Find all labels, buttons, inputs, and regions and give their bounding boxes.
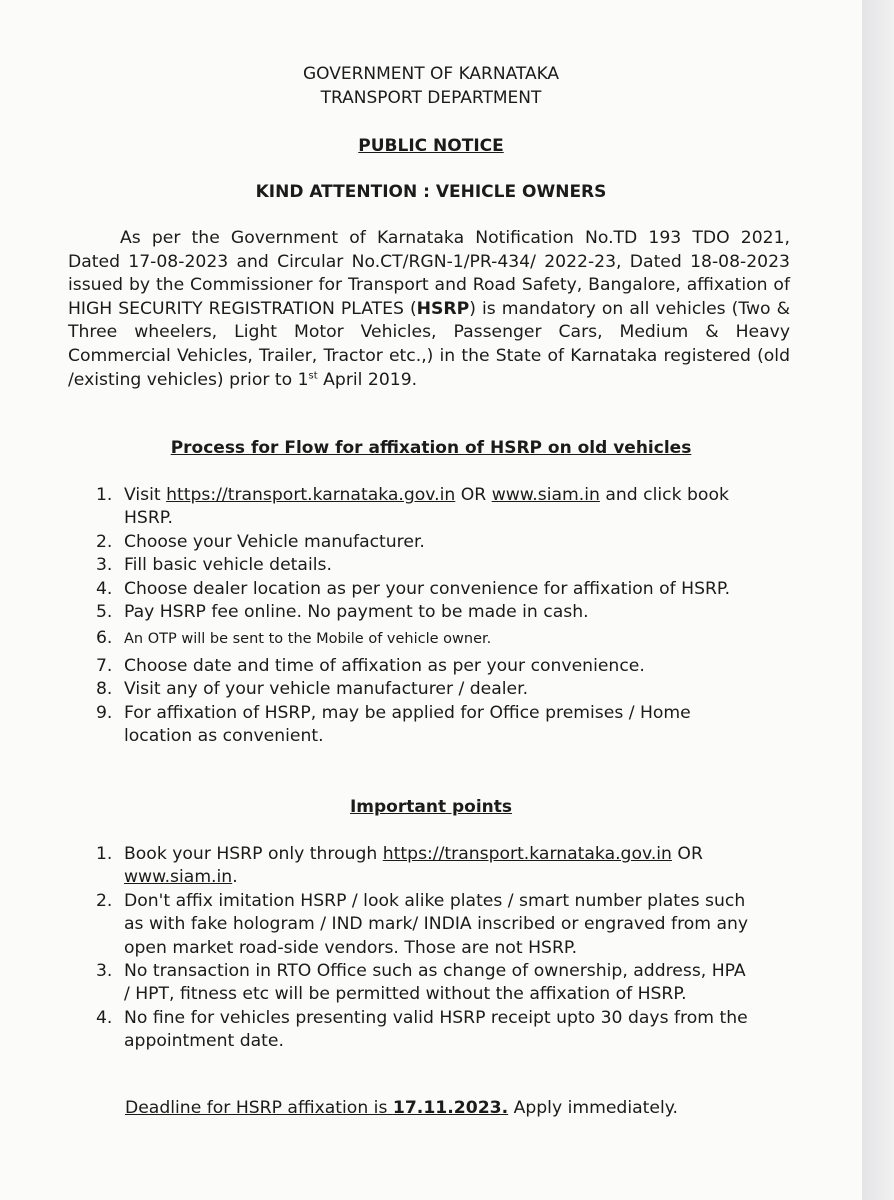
siam-link[interactable]: www.siam.in xyxy=(491,485,600,505)
point-text: . xyxy=(232,867,238,888)
department-heading: TRANSPORT DEPARTMENT xyxy=(320,88,542,108)
point-number: 4. xyxy=(96,1007,113,1028)
intro-superscript: st xyxy=(308,369,318,381)
list-item xyxy=(96,843,756,890)
point-number: 2. xyxy=(96,890,113,911)
deadline-date: 17.11.2023. xyxy=(392,1098,509,1118)
intro-part1: As per the Government of Karnataka Notification No.TD 193 TDO 2021, Dated 17-08-2023 and Circular No.CT/RGN-1/PR-434/ 2022-23, Dated 18-08-2023 issued by the Commissioner for Transport and Road Safety, Bangalore, affixation of HIGH SECURITY REGISTRATION PLATES ( xyxy=(68,228,790,319)
list-item xyxy=(96,627,756,651)
intro-paragraph xyxy=(68,227,790,392)
step-text: Choose dealer location as per your convenience for affixation of HSRP. xyxy=(124,578,731,599)
deadline-line xyxy=(125,1098,678,1118)
step-text: OR xyxy=(455,485,492,505)
list-item xyxy=(96,960,756,1007)
step-number: 1. xyxy=(96,485,113,505)
step-number: 8. xyxy=(96,679,113,700)
list-item xyxy=(96,578,756,601)
list-item xyxy=(96,678,756,701)
siam-link[interactable]: www.siam.in xyxy=(124,867,233,888)
list-item xyxy=(96,531,756,554)
step-text: Choose date and time of affixation as per your convenience. xyxy=(124,655,645,676)
kind-attention-title: KIND ATTENTION : VEHICLE OWNERS xyxy=(255,182,607,202)
transport-link[interactable]: https://transport.karnataka.gov.in xyxy=(382,844,672,864)
public-notice-title: PUBLIC NOTICE xyxy=(358,136,504,156)
step-text: Visit any of your vehicle manufacturer / dealer. xyxy=(124,679,529,700)
point-text: No transaction in RTO Office such as change of ownership, address, HPA / HPT, fitness etc will be permitted without the affixation of HSRP. xyxy=(124,961,746,1005)
point-text: Don't affix imitation HSRP / look alike plates / smart number plates such as with fake hologram / IND mark/ INDIA inscribed or engraved from any open market road-side vendors. Those are not HSRP. xyxy=(124,890,749,958)
process-steps-list xyxy=(96,484,756,748)
page-edge-shadow xyxy=(862,0,894,1200)
point-text: No fine for vehicles presenting valid HSRP receipt upto 30 days from the appointment date. xyxy=(124,1007,748,1052)
step-number: 4. xyxy=(96,578,113,599)
step-text: Fill basic vehicle details. xyxy=(124,555,332,576)
government-heading: GOVERNMENT OF KARNATAKA xyxy=(302,64,560,84)
step-number: 7. xyxy=(96,655,113,676)
step-text: Pay HSRP fee online. No payment to be made in cash. xyxy=(124,602,589,623)
step-number: 2. xyxy=(96,531,113,552)
deadline-text: Deadline for HSRP affixation is xyxy=(125,1098,393,1118)
deadline-suffix: Apply immediately. xyxy=(508,1098,678,1118)
step-number: 5. xyxy=(96,602,113,623)
step-text: Choose your Vehicle manufacturer. xyxy=(124,531,425,552)
step-number: 3. xyxy=(96,555,113,576)
point-text: OR xyxy=(671,844,703,864)
step-text: and click book HSRP. xyxy=(124,485,729,529)
list-item xyxy=(96,890,756,960)
important-points-title: Important points xyxy=(349,797,513,817)
step-text: Visit xyxy=(124,485,167,505)
step-text: An OTP will be sent to the Mobile of vehicle owner. xyxy=(124,631,492,648)
process-title: Process for Flow for affixation of HSRP on old vehicles xyxy=(170,438,692,458)
point-number: 3. xyxy=(96,961,113,982)
point-number: 1. xyxy=(96,844,113,864)
step-text: For affixation of HSRP, may be applied for Office premises / Home location as convenient. xyxy=(124,702,691,747)
step-number: 6. xyxy=(96,628,113,649)
list-item xyxy=(96,702,756,749)
intro-part3: April 2019. xyxy=(317,369,418,390)
list-item xyxy=(96,655,756,678)
list-item xyxy=(96,601,756,624)
point-text: Book your HSRP only through xyxy=(124,844,383,864)
list-item xyxy=(96,484,756,531)
list-item xyxy=(96,554,756,577)
list-item xyxy=(96,1007,756,1054)
intro-part2: ) is mandatory on all vehicles (Two & Three wheelers, Light Motor Vehicles, Passenger Cars, Medium & Heavy Commercial Vehicles, Trailer, Tractor etc.,) in the State of Karnataka registered (old /existing vehicles) prior to 1 xyxy=(68,298,790,390)
step-number: 9. xyxy=(96,702,113,723)
important-points-list xyxy=(96,843,756,1054)
transport-link[interactable]: https://transport.karnataka.gov.in xyxy=(166,485,456,505)
intro-hsrp-bold: HSRP xyxy=(416,298,470,319)
